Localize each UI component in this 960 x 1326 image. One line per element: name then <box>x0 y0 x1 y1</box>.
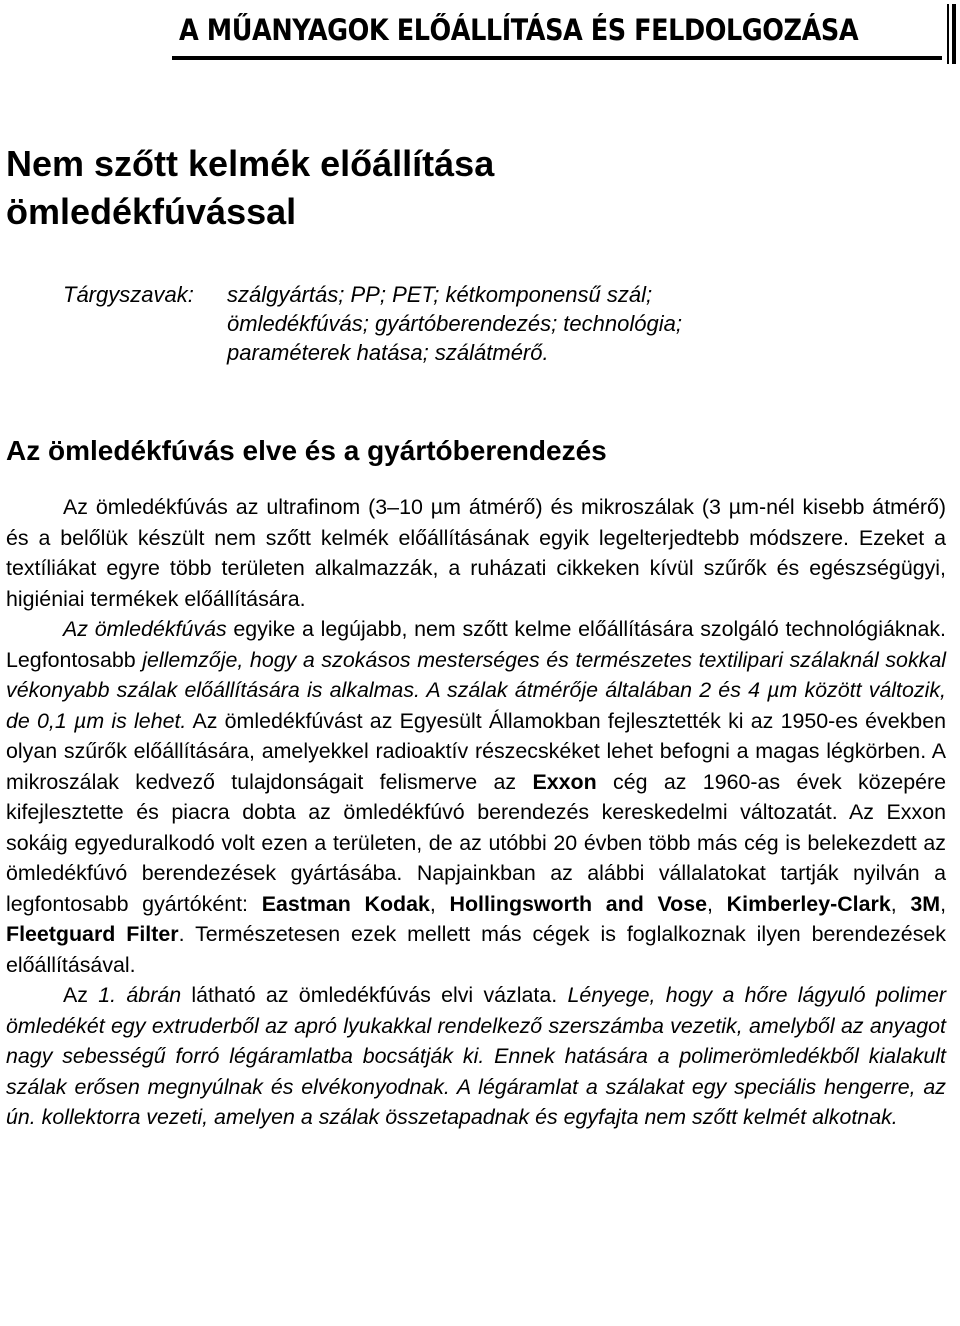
paragraph-text: Az <box>63 983 99 1007</box>
keywords-line: paraméterek hatása; szálátmérő. <box>227 340 549 365</box>
separator: , <box>707 891 727 916</box>
figure-reference: 1. ábrán <box>98 983 182 1007</box>
company-name: Kimberley-Clark <box>726 891 891 916</box>
paragraph-text: Az ömledékfúvást az Egyesült Államokban fejlesztették ki az 1950-es években olyan szűrők előállítására, amelyekkel radioaktív részecskéket lehet befogni a magas légkörben. A mikroszálak kedvező tulajdonságait felismerve az <box>6 708 946 794</box>
paragraph-2 <box>6 614 946 980</box>
paragraph-1 <box>6 492 946 614</box>
article-title <box>6 140 906 236</box>
company-name: Fleetguard Filter <box>6 922 179 946</box>
keywords-list <box>227 280 787 367</box>
company-name: Exxon <box>532 769 597 794</box>
company-name: 3M <box>910 891 941 916</box>
emphasis: Lényege, hogy a hőre lágyuló polimer ömledékét egy extruderből az apró lyukakkal rendelkező szerszámba vezetik, amelyből az anyagot nagy sebességű forró légáramlatba bocsátják ki. Ennek hatására a polimerömledékből kialakult szálak erősen megnyúlnak és elvékonyodnak. A légáramlat a szálakat egy speciális hengerre, az ún. kollektorra vezeti, amelyen a szálak összetapadnak és egyfajta nem szőtt kelmét alkotnak. <box>6 983 946 1129</box>
keywords-line: ömledékfúvás; gyártóberendezés; technológia; <box>227 311 682 336</box>
header-decoration-bars <box>947 4 956 64</box>
paragraph-text: Az ömledékfúvás az ultrafinom (3–10 µm átmérő) és mikroszálak (3 µm-nél kisebb átmérő) és a belőlük készült nem szőtt kelmék előállításának egyik legelterjedtebb módszere. Ezeket a textíliákat egyre több területen alkalmazzák, a ruházati cikkeken kívül szűrők és egészségügyi, higiéniai termékek előállítására. <box>6 495 946 611</box>
keywords-block <box>63 280 923 367</box>
section-title: Az ömledékfúvás elve és a gyártóberendezés <box>6 435 607 466</box>
paragraph-text: cég az 1960-as évek közepére kifejlesztette és piacra dobta az ömledékfúvó berendezés kereskedelmi változatát. Az Exxon sokáig egyeduralkodó volt ezen a területen, de az utóbbi 20 évben több más cég is belekezdett az ömledékfúvó berendezések gyártásába. Napjainkban az alábbi vállalatokat tartják nyilván a legfontosabb gyártóként: <box>6 769 947 916</box>
separator: , <box>940 891 947 916</box>
company-name: Hollingsworth and Vose <box>449 891 708 916</box>
separator: , <box>429 891 450 916</box>
body-text <box>6 492 946 1133</box>
company-name: Eastman Kodak <box>261 891 430 916</box>
article-title-line1: Nem szőtt kelmék előállítása <box>6 143 495 184</box>
emphasis: Az ömledékfúvás <box>63 617 227 641</box>
paragraph-text: látható az ömledékfúvás elvi vázlata. <box>181 983 568 1007</box>
running-header <box>172 4 942 60</box>
emphasis: jellemzője, hogy a szokásos mesterséges és természetes textilipari szálaknál sokkal vékonyabb szálak előállítására is alkalmas. A szálak átmérője általában 2 és 4 µm között változik, de 0,1 µm is lehet. <box>6 647 946 733</box>
separator: , <box>890 891 911 916</box>
article-title-line2: ömledékfúvással <box>6 191 297 232</box>
header-title: A MŰANYAGOK ELŐÁLLÍTÁSA ÉS FELDOLGOZÁSA <box>179 13 859 47</box>
paragraph-3 <box>6 980 946 1133</box>
paragraph-text: egyike a legújabb, nem szőtt kelme előállítására szolgáló technológiáknak. Legfontosabb <box>6 617 946 672</box>
keywords-label: Tárgyszavak: <box>63 282 194 307</box>
paragraph-text: . Természetesen ezek mellett más cégek is foglalkoznak ilyen berendezések előállításával. <box>6 922 946 977</box>
keywords-line: szálgyártás; PP; PET; kétkomponensű szál; <box>227 282 653 307</box>
